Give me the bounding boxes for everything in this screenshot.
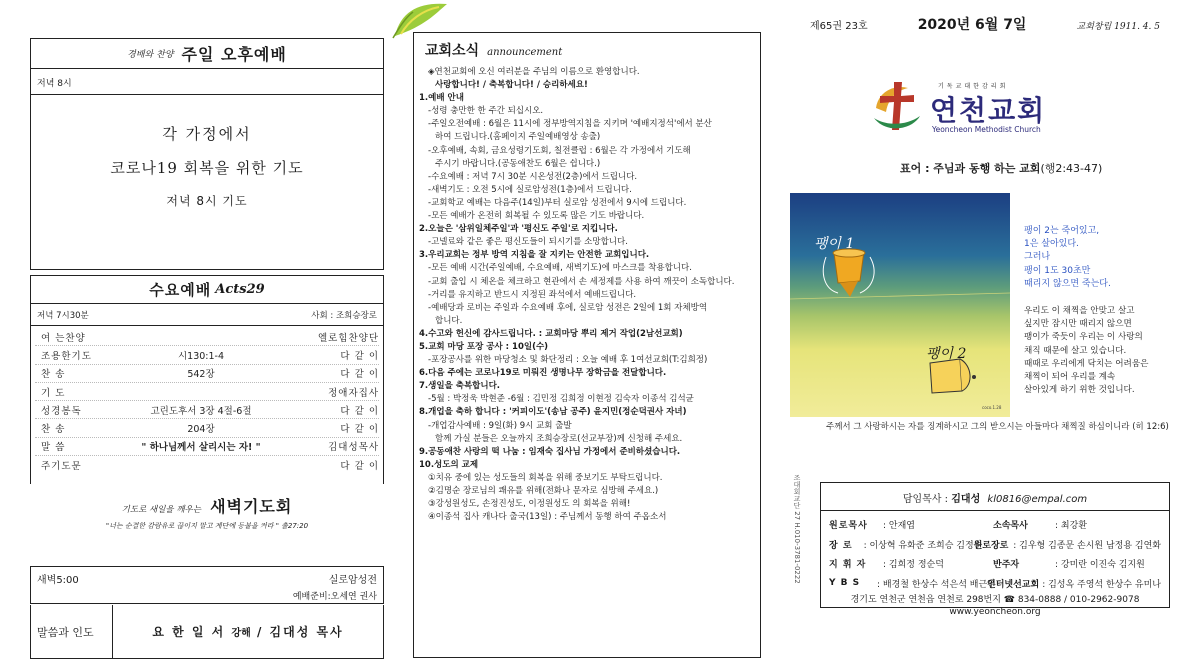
caption-black (1024, 305, 1148, 397)
staff-role: 장 로 (829, 540, 853, 551)
order-label: 조용한기도 (41, 350, 92, 362)
dawn-header (30, 484, 384, 517)
announcement-line: -교회 출입 시 체온을 체크하고 현관에서 손 세정제를 사용 하여 깨끗이 소독합니다. (428, 276, 735, 287)
order-row (35, 328, 379, 346)
order-leader: 정애자집사 (328, 387, 379, 399)
announcement-line: 1.예배 안내 (419, 93, 464, 104)
announcement-line: 10.성도의 교제 (419, 459, 479, 470)
order-leader: 다 같 이 (340, 350, 379, 362)
dawn-time: 새벽5:00 (37, 575, 79, 586)
order-label: 여 는찬양 (41, 332, 86, 344)
order-label: 기 도 (41, 387, 66, 399)
cover-verse: 주께서 그 사랑하시는 자를 징계하시고 그의 받으시는 아들마다 채찍질 하심이니라 (히 12:6) (826, 422, 1169, 432)
announcement-line: ◈연천교회에 오신 여러분을 주님의 이름으로 환영합니다. (428, 67, 640, 77)
announcement-line: 3.우리교회는 정부 방역 지침을 잘 지키는 안전한 교회입니다. (419, 250, 650, 261)
dawn-prayer-box (30, 484, 384, 560)
top-2-label: 팽이 2 (926, 346, 967, 362)
announcement-line: -오후예배, 속회, 금요성령기도회, 칠전클럽 : 6월은 각 가정에서 기도해 (428, 145, 691, 156)
announcement-header (425, 40, 562, 60)
announcement-line: -5월 : 박정욱 박현준 -6월 : 김민정 김희정 이현정 김숙자 이종석 김석균 (428, 394, 694, 405)
order-detail: 542장 (187, 369, 215, 381)
announcement-line: -거리를 유지하고 반드시 지정된 좌석에서 예배드립니다. (428, 289, 637, 300)
announcement-panel (413, 10, 761, 658)
motto-text: 표어 : 주님과 동행 하는 교회 (900, 162, 1041, 175)
announcement-line: -새벽기도 : 오전 5시에 실로암성전(1층)에서 드립니다. (428, 184, 632, 195)
motto-reference: (행2:43-47) (1040, 162, 1103, 175)
order-label: 찬 송 (41, 424, 66, 436)
staff-role: 소속목사 (993, 521, 1028, 532)
order-leader: 다 같 이 (340, 405, 379, 417)
announcement-list (419, 66, 757, 524)
order-label: 찬 송 (41, 369, 66, 381)
caption-line: 팽이 1도 30초만 (1024, 265, 1091, 276)
order-leader: 엘로힘찬양단 (317, 332, 379, 344)
announcement-line: 사랑합니다! / 축복합니다! / 승리하세요! (435, 80, 588, 91)
cross-logo-icon (868, 78, 924, 134)
illustration-caption (1018, 193, 1160, 417)
church-address: 경기도 연천군 연천읍 연천로 298번지 ☎ 834-0888 / 010-2962-9078 (850, 595, 1140, 605)
order-label: 말 씀 (41, 442, 66, 454)
wednesday-acts: Acts29 (215, 282, 265, 297)
caption-line: 그러나 (1024, 252, 1051, 263)
afternoon-line-1: 각 가정에서 (162, 125, 252, 143)
order-detail: 204장 (187, 424, 215, 436)
announcement-title: 교회소식 (425, 43, 480, 59)
announcement-line: 8.개업을 축하 합니다 : '커피이도'(송남 공주) 윤지민(정순덕권사 자녀) (419, 407, 687, 418)
dawn-title: 새벽기도회 (210, 497, 293, 516)
staff-role: 반주자 (993, 560, 1020, 571)
afternoon-worship-box (30, 38, 384, 270)
head-pastor-label: 담임목사 : (902, 494, 949, 505)
head-pastor-email: kl0816@empal.com (987, 494, 1088, 505)
announcement-line: -개업감사예배 : 9일(화) 9시 교회 출발 (428, 420, 572, 431)
afternoon-title: 주일 오후예배 (181, 45, 287, 64)
illustration-credit: coco.1.28 (982, 405, 1002, 410)
order-row (35, 401, 379, 419)
illustration-image (790, 193, 1010, 417)
staff-role: Y B S (829, 578, 861, 589)
caption-line: 채찍이 되어 우리를 계속 (1024, 372, 1116, 383)
announcement-line: 함께 가실 분들은 오늘까지 조희승장로(선교부장)께 신청해 주세요. (435, 433, 683, 444)
spinning-top-drawing-icon (790, 193, 1010, 417)
order-detail: " 하나님께서 살리시는 자! " (141, 442, 261, 454)
staff-row (829, 535, 1161, 555)
staff-role: 원로목사 (829, 521, 868, 532)
wednesday-worship-box (30, 275, 384, 507)
church-motto (900, 160, 1102, 176)
order-leader: 김대성목사 (328, 442, 379, 454)
caption-line: 팽이가 죽듯이 우리는 이 사랑의 (1024, 332, 1143, 343)
afternoon-body (31, 95, 383, 209)
afternoon-time: 저녁 8시 (31, 69, 383, 95)
staff-row (829, 554, 1161, 574)
announcement-line: -수요예배 : 저녁 7시 30분 시온성전(2층)에서 드립니다. (428, 171, 638, 182)
staff-names: : 배경철 한상수 석은석 배근우 (877, 579, 996, 590)
cover-panel (790, 10, 1170, 658)
dawn-schedule-box (30, 566, 384, 604)
sermon-series (113, 623, 383, 640)
order-label: 성경봉독 (41, 405, 82, 417)
announcement-line: -주일오전예배 : 6월은 11시에 정부방역지침을 지키며 '예배지정석'에서 분산 (428, 119, 712, 130)
staff-names: : 최강환 (1055, 521, 1087, 532)
order-row (35, 419, 379, 437)
staff-list (821, 511, 1169, 597)
sermon-label: 말씀과 인도 (31, 605, 113, 658)
order-detail: 시130:1-4 (177, 350, 225, 362)
bulletin-date: 2020년 6월 7일 (917, 17, 1027, 33)
caption-line: 싶지만 잠시만 때리지 않으면 (1024, 319, 1132, 330)
announcement-line: -예배당과 로비는 주일과 수요예배 후에, 실로암 성전은 2일에 1회 자체방역 (428, 302, 708, 313)
staff-names: : 김성옥 주영석 한상수 유미나 (1042, 579, 1161, 590)
staff-role: 원로장로 (973, 540, 1009, 551)
announcement-line: 7.생일을 축복합니다. (419, 381, 501, 392)
order-leader: 다 같 이 (340, 424, 379, 436)
staff-row (829, 574, 1161, 594)
staff-role: 지 휘 자 (829, 560, 867, 571)
order-row (35, 438, 379, 456)
afternoon-line-2: 코로나19 회복을 위한 기도 (110, 159, 304, 177)
announcement-line: 주시기 바랍니다.(공동애찬도 6월은 쉽니다.) (435, 158, 601, 169)
volume-number: 제65권 23호 (810, 21, 868, 32)
sermon-book: 요 한 일 서 (152, 625, 226, 639)
announcement-line: 4.수고와 헌신에 감사드립니다. : 교회마당 뿌리 제거 작업(2남선교회) (419, 328, 683, 339)
afternoon-header (31, 39, 383, 69)
announcement-line: 하여 드립니다.(홈페이지 주일예배영상 송출) (435, 132, 601, 143)
order-row (35, 456, 379, 474)
dawn-subtitle: 기도로 새일을 깨우는 (121, 505, 201, 515)
announcement-line: ④이종석 집사 캐나다 출국(13일) : 주님께서 동행 하여 주옵소서 (428, 512, 667, 523)
logo-church-name-en: Yeoncheon Methodist Church (932, 125, 1041, 134)
caption-line: 때때로 우리에게 닥치는 어려움은 (1024, 358, 1149, 369)
sermon-preacher: 김대성 목사 (269, 625, 344, 639)
wednesday-host: 사회 : 조희승장로 (311, 310, 377, 321)
staff-names: : 안재엽 (883, 521, 915, 532)
order-row (35, 383, 379, 401)
order-leader: 다 같 이 (340, 461, 379, 473)
dawn-prep: 예배준비:오세연 권사 (292, 592, 377, 602)
announcement-line: -모든 예배 시간(주일예배, 수요예배, 새벽기도)에 마스크를 착용합니다. (428, 263, 692, 274)
order-label: 주기도문 (41, 461, 82, 473)
church-website[interactable]: www.yeoncheon.org (949, 607, 1041, 617)
wednesday-order-list (31, 326, 383, 476)
announcement-line: 9.공동애찬 사랑의 떡 나눔 : 임재숙 집사님 가정에서 준비하셨습니다. (419, 446, 681, 457)
caption-line: 살아있게 하기 위한 것입니다. (1024, 385, 1135, 396)
staff-header (821, 483, 1169, 511)
announcement-line: ②김명순 장로님의 쾌유를 위해(전화나 문자로 심방해 주세요.) (428, 486, 659, 496)
announcement-line: -고넬료와 같은 좋은 평신도들이 되시기를 소망합니다. (428, 237, 628, 248)
caption-line: 채직 때문에 살고 있습니다. (1024, 345, 1127, 356)
caption-line: 우리도 이 채찍을 안맞고 살고 (1024, 306, 1135, 316)
staff-role: 인터넷선교회 (987, 579, 1040, 590)
dawn-place: 실로암성전 (328, 575, 377, 586)
top-1-label: 팽이 1 (814, 236, 855, 252)
dawn-verse: "너는 순결한 감람유로 끊이지 말고 계단에 등불을 켜라 " 출27:20 (105, 522, 309, 530)
head-pastor-name: 김대성 (951, 494, 981, 505)
announcement-line: 6.다음 주에는 코로나19로 미뤄진 생명나무 장학금을 전달합니다. (419, 368, 667, 379)
staff-names: : 김희정 정순덕 (883, 560, 944, 571)
afternoon-line-3: 저녁 8시 기도 (166, 194, 248, 208)
caption-line: 때리지 않으면 죽는다. (1024, 278, 1111, 289)
announcement-line: 2.오늘은 '삼위일체주일'과 '평신도 주일'로 지킵니다. (419, 224, 618, 235)
order-detail: 고린도후서 3장 4절-6절 (150, 405, 252, 417)
wednesday-title: 수요예배 (149, 281, 212, 299)
order-leader: 다 같 이 (340, 369, 379, 381)
announcement-line: -모든 예배가 온전히 회복될 수 있도록 많은 기도 바랍니다. (428, 211, 645, 222)
announcement-line: -성령 충만한 한 주간 되십시오. (428, 106, 544, 117)
staff-names: : 강미란 이진숙 김지원 (1055, 560, 1145, 571)
wednesday-info (31, 304, 383, 326)
spinning-top-illustration (790, 193, 1160, 417)
announcement-title-en: announcement (487, 47, 563, 58)
announcement-line: ③강성원성도, 손정진성도, 이정원성도 의 회복을 위해! (428, 499, 631, 510)
bulletin-header (810, 14, 1160, 34)
worship-order-panel (30, 38, 384, 658)
caption-line: 1은 살아있다. (1024, 239, 1079, 250)
announcement-line: 5.교회 마당 포장 공사 : 10일(수) (419, 341, 549, 352)
sermon-separator: / (256, 625, 264, 639)
staff-names: : 김우형 김종문 손시원 남정용 김연화 (1013, 540, 1161, 551)
announcement-line: -포장공사를 위한 마당청소 및 화단정리 : 오늘 예배 후 1여선교회(T:김희정) (428, 355, 708, 366)
announcement-line: ①치유 중에 있는 성도들의 회복을 위해 중보기도 부탁드립니다. (428, 472, 663, 483)
order-row (35, 365, 379, 383)
dawn-schedule (31, 567, 383, 586)
logo-denomination: 기독교대한감리회 (938, 83, 1009, 90)
staff-box (820, 482, 1170, 608)
established-date: 교회창립 1911. 4. 5 (1076, 22, 1160, 32)
caption-line: 팽이 2는 죽어있고, (1024, 226, 1100, 236)
logo-church-name: 연천교회 (930, 94, 1047, 127)
staff-row (829, 515, 1161, 535)
wednesday-header (31, 276, 383, 304)
caption-blue (1024, 225, 1111, 291)
wednesday-time: 저녁 7시30분 (37, 310, 89, 321)
sermon-suffix: 강해 (231, 628, 251, 639)
church-logo (868, 78, 1098, 140)
afternoon-subtitle: 경배와 찬양 (127, 50, 174, 60)
side-print-info: 조대회교단 27 H.010-3781-0222 (793, 474, 801, 584)
announcement-line: -교회학교 예배는 다음주(14일)부터 실로암 성전에서 9시에 드립니다. (428, 197, 687, 208)
announcement-line: 합니다. (435, 315, 463, 326)
order-row (35, 346, 379, 364)
sermon-series-box (30, 605, 384, 659)
staff-names: : 이상혁 유화준 조희승 김정순 (863, 540, 983, 551)
